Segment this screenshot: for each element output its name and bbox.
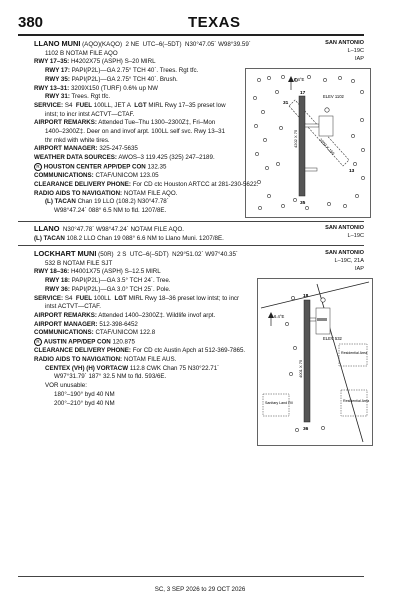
rwy-label: RWY 17–35: xyxy=(34,58,70,66)
rwy-text: H4202X75 (ASPH) S–20 MIRL xyxy=(70,58,156,66)
airport-utc: UTC–6(–5DT) xyxy=(129,251,169,258)
rwy-end-label: RWY 17: xyxy=(45,67,70,75)
remarks-label: AIRPORT REMARKS: xyxy=(34,311,97,319)
manager-label: AIRPORT MANAGER: xyxy=(34,320,98,328)
rwy-end-text: PAPI(P2L)—GA 3.5° TCH 24´. Tree. xyxy=(71,277,171,285)
clearance-text: For CD ctc Austin Apch at 512-369-7865. xyxy=(132,347,246,355)
lgt-text: MIRL Rwy 18–36 preset low intst; to incr xyxy=(128,294,240,302)
var-label: 6.4°E xyxy=(294,77,305,82)
manager-phone: 325-247-5635 xyxy=(99,145,138,153)
airport-name: LOCKHART MUNI xyxy=(34,249,97,258)
airport-dist: 2 S xyxy=(117,251,127,258)
service-s: S4 xyxy=(64,294,73,302)
weather-text: AWOS–3 119.425 (325) 247–2189. xyxy=(118,154,215,162)
navaid-coords: N30°47.78´ W98°47.24´ NOTAM FILE AQO. xyxy=(62,226,184,233)
app-con-label: AUSTIN APP/DEP CON xyxy=(43,338,111,346)
airport-elev-line: 532 B NOTAM FILE SJT xyxy=(45,259,113,267)
region: SAN ANTONIO xyxy=(325,225,364,231)
section-divider xyxy=(18,221,364,222)
lgt-label: LGT xyxy=(114,294,127,302)
airport-coords: N29°51.02´ W97°40.35´ xyxy=(172,251,238,258)
rwy-end-label: RWY 36: xyxy=(45,285,70,293)
region: SAN ANTONIO xyxy=(325,40,364,46)
fuel-label: FUEL xyxy=(75,294,93,302)
comm-label: COMMUNICATIONS: xyxy=(34,172,94,180)
remarks-label: AIRPORT REMARKS: xyxy=(34,119,97,127)
app-con-label: HOUSTON CENTER APP/DEP CON xyxy=(43,163,146,171)
rwy-dim: 3209 X 150 xyxy=(318,137,336,156)
airport-dist: 2 NE xyxy=(125,41,140,48)
var-label: 6.4°E xyxy=(274,314,285,319)
manager-phone: 512-398-6452 xyxy=(99,320,138,328)
vortac-text-cont: W97°31.79´ 187° 32.5 NM to fld. 593/6E. xyxy=(54,373,167,381)
remarks-text: 1400–2300Z‡. Deer on and invof arpt. 100LL self svc. Rwy 13–31 xyxy=(45,128,226,136)
fuel-value: 100LL, JET A xyxy=(93,101,131,109)
lockhart-airport-diagram xyxy=(257,278,373,446)
weather-label: WEATHER DATA SOURCES: xyxy=(34,154,117,162)
rwy-end-text: PAPI(P2L)—GA 2.75° TCH 40´. Brush. xyxy=(71,75,178,83)
rwy-num: 17 xyxy=(300,91,306,96)
clearance-label: CLEARANCE DELIVERY PHONE: xyxy=(34,180,131,188)
rwy-num: 36 xyxy=(303,427,309,432)
residential-area-label: Residential Area xyxy=(343,399,370,403)
vor-unusable-sector: 200°–210° byd 40 NM xyxy=(54,399,115,407)
navaid-label: RADIO AIDS TO NAVIGATION: xyxy=(34,356,123,364)
circle-r-icon: R xyxy=(34,338,42,346)
clearance-text: For CD ctc Houston ARTCC at 281-230-5622. xyxy=(132,180,259,188)
elev-label: ELEV 1102 xyxy=(323,94,344,99)
chart-ref: IAP xyxy=(354,55,364,62)
manager-label: AIRPORT MANAGER: xyxy=(34,145,98,153)
service-s: S4 xyxy=(64,101,73,109)
residential-area-label: Residential Area xyxy=(341,351,368,355)
chart-ref: L–19C xyxy=(347,232,364,239)
fuel-label: FUEL xyxy=(75,101,93,109)
comm-text: CTAF/UNICOM 122.8 xyxy=(95,329,156,337)
vor-unusable-sector: 180°–190° byd 40 NM xyxy=(54,390,115,398)
lockhart-charts xyxy=(325,250,364,273)
comm-label: COMMUNICATIONS: xyxy=(34,329,94,337)
rwy-end-label: RWY 31: xyxy=(45,93,70,101)
rwy-label: RWY 18–36: xyxy=(34,268,70,276)
beacon-icon xyxy=(321,298,325,302)
remarks-text: thr mkd with white tires. xyxy=(45,136,110,144)
tacan-label: (L) TACAN xyxy=(45,198,76,206)
rwy-label: RWY 13–31: xyxy=(34,84,70,92)
llano-navaid-charts xyxy=(325,225,364,241)
llano-navaid-entry xyxy=(34,225,224,243)
circle-r-icon: R xyxy=(34,163,42,171)
vortac-text: 112.8 CWK Chan 75 N30°22.71´ xyxy=(129,364,220,372)
clearance-label: CLEARANCE DELIVERY PHONE: xyxy=(34,347,131,355)
rwy-num: 18 xyxy=(303,294,309,299)
rwy-text: 3209X150 (TURF) 0.6% up NW xyxy=(70,84,158,92)
rwy-num: 13 xyxy=(349,169,355,174)
footer-rule xyxy=(18,576,364,577)
fuel-value: 100LL xyxy=(93,294,111,302)
lockhart-entry xyxy=(34,250,245,408)
lgt-text: MIRL Rwy 17–35 preset low xyxy=(148,101,226,109)
airport-ids: (50R) xyxy=(98,251,114,258)
vor-unusable: VOR unusable: xyxy=(45,382,87,390)
service-label: SERVICE: xyxy=(34,101,64,109)
page-number: 380 xyxy=(18,14,44,31)
rwy-dim: 4202 X 75 xyxy=(293,129,298,148)
airport-name: LLANO MUNI xyxy=(34,39,81,48)
tacan-text: 108.2 LLO Chan 19 088° 6.6 NM to Llano Muni. 1207/8E. xyxy=(66,234,224,242)
rwy-end-text: PAPI(P2L)—GA 2.75° TCH 40´. Trees. Rgt tfc. xyxy=(71,67,199,75)
rwy-num: 35 xyxy=(300,201,306,206)
navaid-text: NOTAM FILE AUS. xyxy=(123,356,177,364)
rwy-dim: 4001 X 75 xyxy=(298,359,303,378)
header-rule xyxy=(18,34,364,36)
remarks-text: Attended Tue–Thu 1300–2300Z‡, Fri–Mon xyxy=(98,119,216,127)
comm-text: CTAF/UNICOM 123.05 xyxy=(95,172,159,180)
rwy-text: H4001X75 (ASPH) S–12.5 MIRL xyxy=(70,268,161,276)
airport-coords: N30°47.05´ W98°39.59´ xyxy=(184,41,251,48)
state-title: TEXAS xyxy=(188,14,241,31)
app-con-freq: 120.875 xyxy=(112,338,135,346)
rwy-end-text: Trees. Rgt tfc. xyxy=(71,93,111,101)
tacan-text-cont: W98°47.24´ 088° 6.5 NM to fld. 1207/8E. xyxy=(54,207,167,214)
airport-utc: UTC–6(–5DT) xyxy=(142,41,182,48)
lgt-text-cont: intst; to incr intst ACTVT—CTAF. xyxy=(45,110,135,118)
elev-label: ELEV 532 xyxy=(323,336,342,341)
lgt-text-cont: intst ACTVT—CTAF. xyxy=(45,303,101,311)
llano-muni-charts xyxy=(325,40,364,63)
rwy-end-text: PAPI(P2L)—GA 3.0° TCH 25´. Pole. xyxy=(71,285,171,293)
chart-ref: L–19C, 21A xyxy=(334,257,364,264)
lgt-label: LGT xyxy=(134,101,147,109)
airport-ids: (AQO)(KAQO) xyxy=(82,41,122,48)
navaid-name: LLANO xyxy=(34,224,60,233)
effective-dates: SC, 3 SEP 2026 to 29 OCT 2026 xyxy=(154,586,246,593)
chart-ref: L–19C xyxy=(347,47,364,54)
region: SAN ANTONIO xyxy=(325,250,364,256)
remarks-text: Attended 1400–2300Z‡. Wildlife invof arpt. xyxy=(98,311,216,319)
airport-elev-line: 1102 B NOTAM FILE AQO xyxy=(45,49,118,57)
landfill-label: Sanitary Land Fill xyxy=(265,401,293,405)
beacon-icon xyxy=(325,108,329,112)
rwy-end-label: RWY 18: xyxy=(45,277,70,285)
chart-ref: IAP xyxy=(354,265,364,272)
section-divider xyxy=(18,245,364,246)
llano-muni-entry xyxy=(34,40,258,216)
vortac-label: CENTEX (VH) (H) VORTACW xyxy=(45,364,129,372)
llano-airport-diagram xyxy=(245,68,371,218)
tacan-text: Chan 19 LLO (108.2) N30°47.78´ xyxy=(77,198,169,206)
tacan-label: (L) TACAN xyxy=(34,234,65,242)
app-con-freq: 132.35 xyxy=(147,163,167,171)
rwy-end-label: RWY 35: xyxy=(45,75,70,83)
navaid-label: RADIO AIDS TO NAVIGATION: xyxy=(34,189,123,197)
rwy-num: 31 xyxy=(283,101,289,106)
service-label: SERVICE: xyxy=(34,294,64,302)
navaid-text: NOTAM FILE AQO. xyxy=(123,189,178,197)
